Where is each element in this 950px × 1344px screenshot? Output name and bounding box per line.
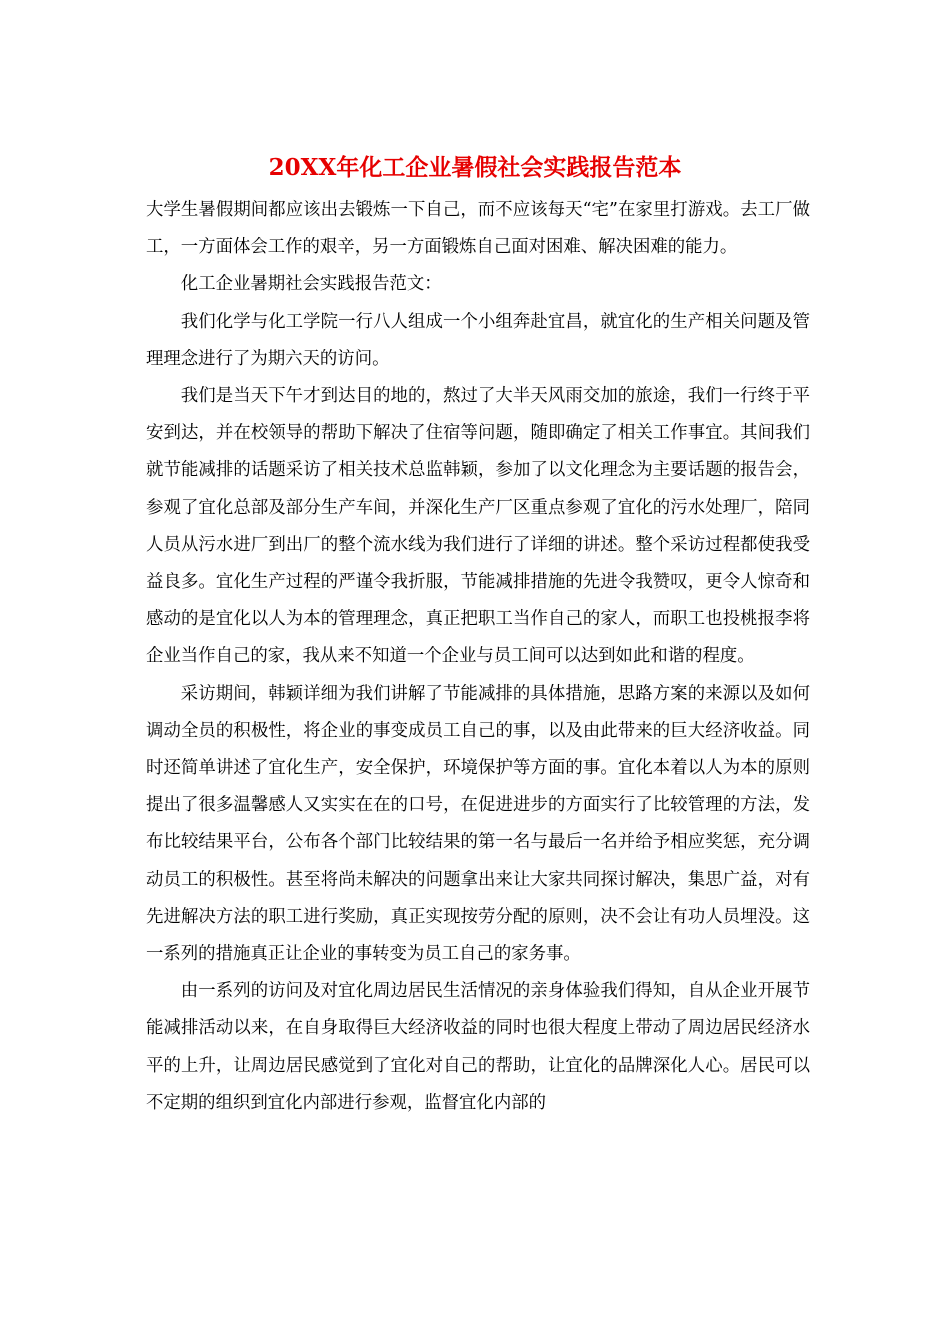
paragraph-intro: 大学生暑假期间都应该出去锻炼一下自己，而不应该每天“宅”在家里打游戏。去工厂做工，一方面体会工作的艰辛，另一方面锻炼自己面对困难、解决困难的能力。 — [146, 200, 810, 258]
paragraph-subtitle: 化工企业暑期社会实践报告范文： — [180, 274, 442, 295]
paragraph: 由一系列的访问及对宜化周边居民生活情况的亲身体验我们得知，自从企业开展节能减排活动以来，在自身取得巨大经济收益的同时也很大程度上带动了周边居民经济水平的上升，让周边居民感觉到了宜化对自己的帮助，让宜化的品牌深化人心。居民可以不定期的组织到宜化内部进行参观，监督宜化内部的 — [146, 981, 810, 1113]
paragraph: 我们化学与化工学院一行八人组成一个小组奔赴宜昌，就宜化的生产相关问题及管理理念进行了为期六天的访问。 — [146, 311, 810, 369]
paragraph: 采访期间，韩颖详细为我们讲解了节能减排的具体措施，思路方案的来源以及如何调动全员的积极性，将企业的事变成员工自己的事，以及由此带来的巨大经济收益。同时还简单讲述了宜化生产，安全保护，环境保护等方面的事。宜化本着以人为本的原则提出了很多温馨感人又实实在在的口号，在促进进步的方面实行了比较管理的方法，发布比较结果平台，公布各个部门比较结果的第一名与最后一名并给予相应奖惩，充分调动员工的积极性。甚至将尚未解决的问题拿出来让大家共同探讨解决，集思广益，对有先进解决方法的职工进行奖励，真正实现按劳分配的原则，决不会让有功人员埋没。这一系列的措施真正让企业的事转变为员工自己的家务事。 — [146, 683, 810, 965]
document-body — [146, 192, 810, 1122]
paragraph: 我们是当天下午才到达目的地的，熬过了大半天风雨交加的旅途，我们一行终于平安到达，并在校领导的帮助下解决了住宿等问题，随即确定了相关工作事宜。其间我们就节能减排的话题采访了相关技术总监韩颖，参加了以文化理念为主要话题的报告会，参观了宜化总部及部分生产车间，并深化生产厂区重点参观了宜化的污水处理厂，陪同人员从污水进厂到出厂的整个流水线为我们进行了详细的讲述。整个采访过程都使我受益良多。宜化生产过程的严谨令我折服，节能减排措施的先进令我赞叹，更令人惊奇和感动的是宜化以人为本的管理理念，真正把职工当作自己的家人，而职工也投桃报李将企业当作自己的家，我从来不知道一个企业与员工间可以达到如此和谐的程度。 — [146, 386, 810, 667]
document-title: 20XX年化工企业暑假社会实践报告范本 — [268, 154, 682, 181]
